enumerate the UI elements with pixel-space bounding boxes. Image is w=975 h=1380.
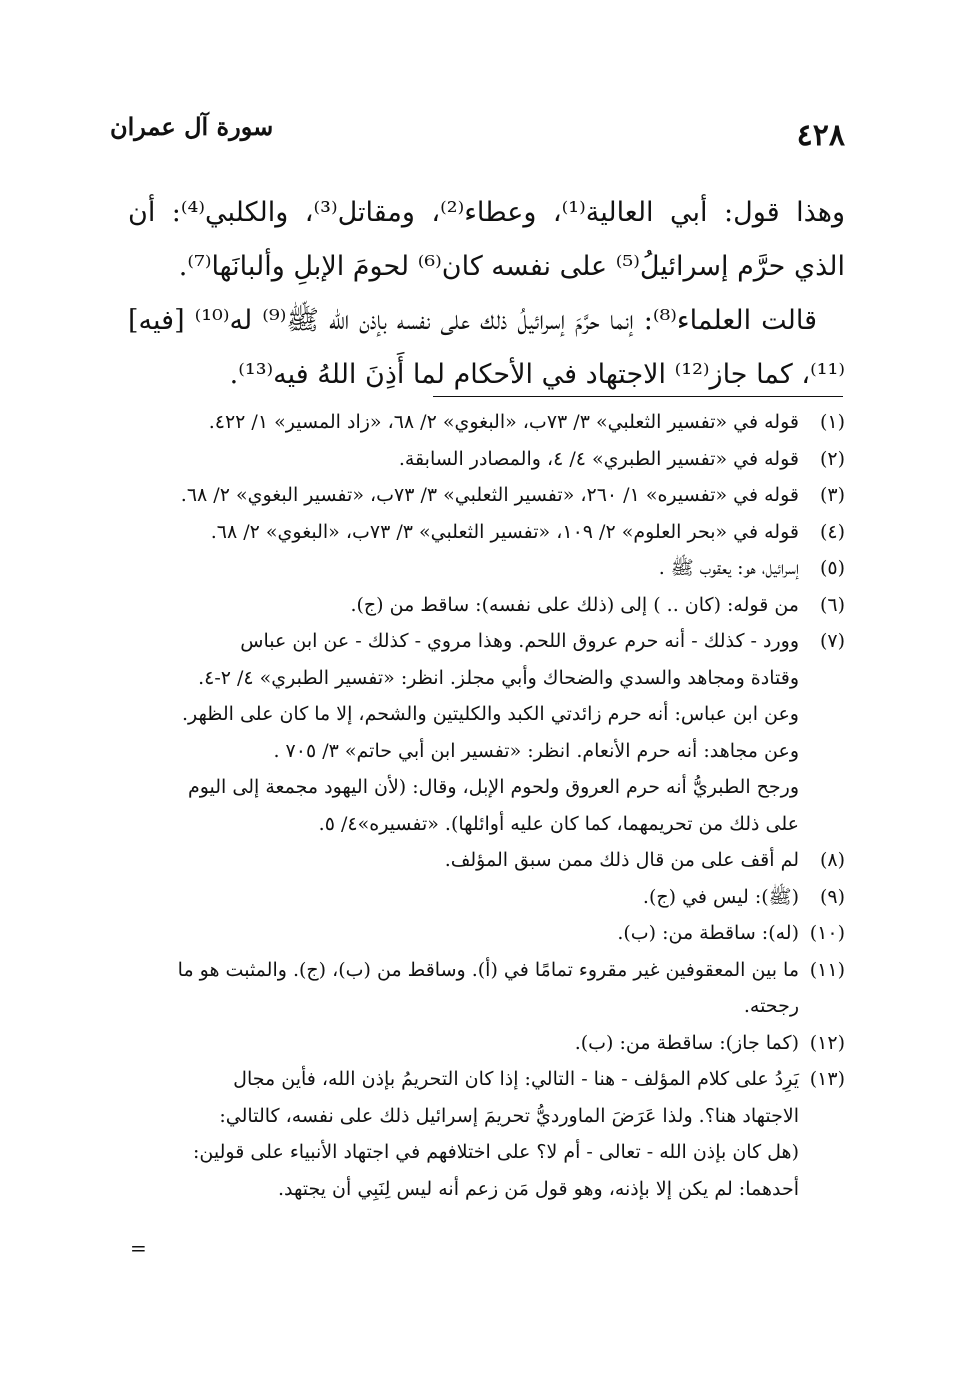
footnote-line: يَرِدُ على كلام المؤلف - هنا - التالي: إذا كان التحريمُ بإذن الله، فأين مجال xyxy=(233,1068,799,1090)
footnote xyxy=(128,587,845,624)
page-number: ٤٢٨ xyxy=(796,118,845,153)
main-paragraph: قالت العلماء⁽⁸⁾: إنما حرَّمَ إسرائيلُ ذلك على نفسه بإذن الله ﷺ⁽⁹⁾ له⁽¹⁰⁾ [فيه]⁽¹¹⁾، كما جاز⁽¹²⁾ الاجتهاد في الأحكام لما أَذِنَ اللهُ فيه⁽¹³⁾. xyxy=(128,305,845,390)
footnote xyxy=(128,952,845,1025)
footnote xyxy=(128,1061,845,1207)
footnote-number: (٩) xyxy=(819,885,845,908)
footnote-line: على ذلك من تحريمهما، كما كان عليه أوائلها). «تفسيره»٤/ ٥. xyxy=(318,812,799,835)
footnote-text xyxy=(128,587,799,624)
main-text xyxy=(128,186,845,402)
footnote-line: (كما جاز): ساقطة من: (ب). xyxy=(574,1031,799,1054)
footnote-text xyxy=(128,404,799,441)
footnote-text xyxy=(128,477,799,514)
footnote-number: (١٣) xyxy=(809,1068,845,1090)
footnote-line: قوله في «تفسير الثعلبي» ٣/ ٧٣ب، «البغوي» ٢/ ٦٨، «زاد المسير» ١/ ٤٢٢. xyxy=(208,411,799,433)
footnote-number: (٤) xyxy=(819,520,845,543)
footnote-text xyxy=(128,514,799,551)
footnote-line: (هل كان بإذن الله - تعالى - أم لا؟ على اختلافهم في اجتهاد الأنبياء على قولين: xyxy=(193,1141,799,1163)
page-header xyxy=(110,112,845,152)
footnote-line: لم أقف على من قال ذلك ممن سبق المؤلف. xyxy=(444,849,799,871)
footnote-text xyxy=(128,1025,799,1062)
footnote-text xyxy=(128,879,799,916)
footnote-line: إسرائيل، هو: يعقوب ﷺ . xyxy=(658,557,799,579)
footnote-text xyxy=(128,1061,799,1207)
footnote-separator xyxy=(433,396,843,397)
footnote-number: (٧) xyxy=(819,630,845,652)
footnote-number: (١) xyxy=(819,411,845,433)
footnote-line: الاجتهاد هنا؟. ولذا عَرَضَ الماورديُّ تحريمَ إسرائيل ذلك على نفسه، كالتالي: xyxy=(219,1104,799,1127)
footnote-text xyxy=(128,842,799,879)
footnote xyxy=(128,441,845,478)
footnote-line: قوله في «تفسيره» ١/ ٢٦٠، «تفسير الثعلبي» ٣/ ٧٣ب، «تفسير البغوي» ٢/ ٦٨. xyxy=(180,484,799,506)
footnote xyxy=(128,879,845,916)
footnote-line: قوله في «تفسير الطبري» ٤/ ٤، والمصادر السابقة. xyxy=(398,447,799,470)
footnote-number: (٨) xyxy=(819,849,845,871)
footnote xyxy=(128,477,845,514)
footnote xyxy=(128,404,845,441)
footnotes-section xyxy=(128,404,845,1207)
footnote-text xyxy=(128,441,799,478)
footnote-line: ما بين المعقوفين غير مقروء تمامًا في (أ). وساقط من (ب)، (ج). والمثبت هو ما xyxy=(177,958,799,981)
surah-title: سورة آل عمران xyxy=(110,112,274,141)
footnote-line: قوله في «بحر العلوم» ٢/ ١٠٩، «تفسير الثعلبي» ٣/ ٧٣ب، «البغوي» ٢/ ٦٨. xyxy=(210,520,799,543)
footnote-line: وعن ابن عباس: أنه حرم زائدتي الكبد والكليتين والشحم، إلا ما كان على الظهر. xyxy=(181,703,799,725)
footnote-line: (له): ساقطة من: (ب). xyxy=(617,922,799,944)
footnote-line: ورجح الطبريُّ أنه حرم العروق ولحوم الإبل، وقال: (لأن اليهود مجمعة إلى اليوم xyxy=(187,776,799,798)
footnote-line: (ﷺ): ليس في (ج). xyxy=(642,885,799,908)
footnote-line: وعن مجاهد: أنه حرم الأنعام. انظر: «تفسير ابن أبي حاتم» ٣/ ٧٠٥ . xyxy=(273,739,799,762)
footnote-text xyxy=(128,550,799,587)
footnote xyxy=(128,550,845,587)
footnote-line: من قوله: (كان .. ) إلى (ذلك على نفسه): ساقط من (ج). xyxy=(350,593,799,616)
footnote xyxy=(128,623,845,842)
continuation-mark: = xyxy=(130,1236,147,1260)
footnote-number: (١١) xyxy=(809,958,845,981)
footnote-text xyxy=(128,915,799,952)
footnote xyxy=(128,1025,845,1062)
footnote-line: رجحته. xyxy=(743,995,799,1017)
footnote-number: (٢) xyxy=(819,447,845,470)
footnote-line: وورد - كذلك - أنه حرم عروق اللحم. وهذا مروي - كذلك - عن ابن عباس xyxy=(240,630,799,652)
footnote-number: (٥) xyxy=(819,557,845,579)
footnote-line: وقتادة ومجاهد والسدي والضحاك وأبي مجلز. انظر: «تفسير الطبري» ٤/ ٢-٤. xyxy=(198,666,799,689)
main-paragraph: وهذا قول: أبي العالية⁽¹⁾، وعطاء⁽²⁾، ومقاتل⁽³⁾، والكلبي⁽⁴⁾: أن الذي حرَّم إسرائيلُ⁽⁵⁾ على نفسه كان⁽⁶⁾ لحومَ الإبلِ وألبانَها⁽⁷⁾. xyxy=(128,197,846,282)
footnote-number: (١٠) xyxy=(809,922,845,944)
footnote-text xyxy=(128,623,799,842)
footnote-text xyxy=(128,952,799,1025)
footnote xyxy=(128,514,845,551)
footnote-number: (٦) xyxy=(819,593,845,616)
footnote-number: (٣) xyxy=(819,484,845,506)
footnote xyxy=(128,915,845,952)
footnote-number: (١٢) xyxy=(809,1031,845,1054)
footnote-line: أحدهما: لم يكن إلا بإذنه، وهو قول مَن زعم أنه ليس لِنَبِي أن يجتهد. xyxy=(277,1177,799,1200)
footnote xyxy=(128,842,845,879)
